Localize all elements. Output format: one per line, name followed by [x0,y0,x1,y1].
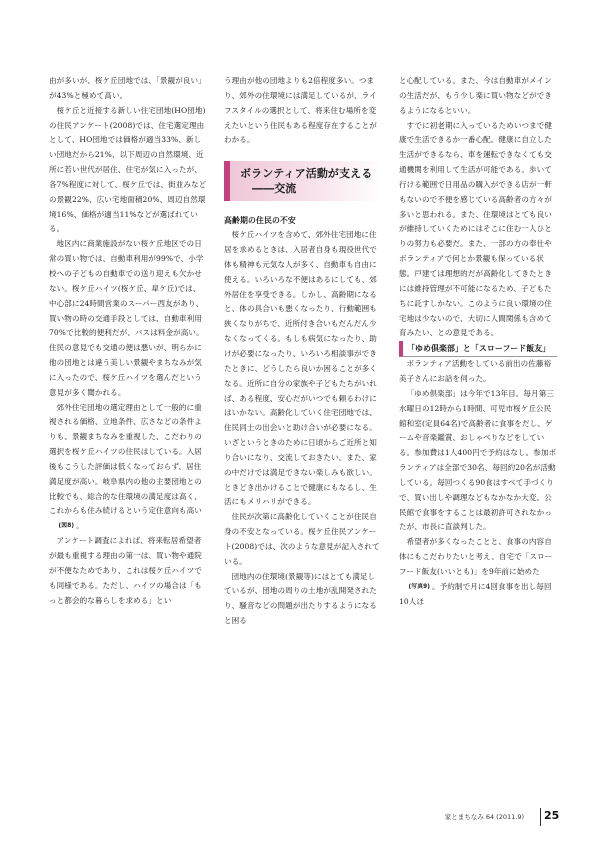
page-number: 25 [544,809,560,822]
footer-divider [540,808,541,826]
paragraph: 住民が次第に高齢化していくことが住民自身の不安となっている。桜ケ丘住民アンケート(2008)では、次のような意見が記入されている。 [224,512,380,566]
subheading: 高齢期の住民の不安 [224,216,296,226]
publication-info: 家とまちなみ 64 (2011.9) [444,813,524,821]
paragraph: ボランティア活動をしている前出の佐藤裕美子さんにお話を伺った。 [399,359,552,384]
paragraph: う理由が他の団地よりも2倍程度多い。つまり、郊外の住環境には満足しているが、ライフスタイルの選択として、将来住む場所を変えたいという住民もある程度存在することがわかる。 [224,76,377,145]
photo-reference: (写真9) [408,583,430,590]
paragraph-text: 希望者が多くなったことと、食事の内容自体にもこだわりたいと考え、自宅で「スローフード飯友(いいとも)」を9年前に始めた [399,537,553,576]
subheading: 「ゆめ倶楽部」と「スローフード飯友」 [399,341,557,357]
paragraph-text: 。予約制で月に4回食事を出し毎回10人ほ [399,581,552,606]
paragraph: 団地内の住環境(景観等)にはとても満足しているが、団地の周りの土地が乱開発されたり、騒音などの問題が出たりするようになると困る [224,571,377,626]
section-heading-line-2: ――交流 [252,182,297,196]
paragraph-text: 郊外住宅団地の選定理由として一般的に重視される価格、立地条件、広さなどの条件よりも、景観まちなみを重視した、こだわりの選択を桜ケ丘ハイツの住民はしている。入居後もこうした評価は低くなっておらず、居住満足度が高い。岐阜県内の他の主要団地との比較でも、総合的な住環境の満足度は高く、これからも住み続けるという定住意向も高い [49,402,202,516]
paragraph: 「ゆめ倶楽部」は今年で13年目。毎月第三水曜日の12時から1時間、可児市桜ケ丘公民館和室(定員64名)で高齢者に食事をだし、ゲームや音楽鑑賞、おしゃべりなどをしている。参加費は1人400円で予約はなし。参加ボランティアは全部で30名、毎回約20名が活動している。毎回つくる90食はすべて手づくりで、買い出しや調理などもなかなか大変。公民館で食事をすることは最初許可されなかったが、市長に直談判した。 [399,388,557,532]
section-heading-line-1: ボランティア活動が支える [240,167,373,181]
column-2 [224,74,382,629]
figure-reference: (図8) [58,523,75,530]
section-heading [224,161,382,201]
paragraph: 桜ケ丘ハイツを含めて、郊外住宅団地に住居を求めるときは、入居者自身も現役世代で体も精神も元気な人が多く、自動車も自由に使える。いろいろな不便はあるにしても、郊外居住を享受できる。しかし、高齢期になると、体の具合いも悪くなったり、行動範囲も狭くなりがちで、近所付き合いもだんだん少なくなってくる。もしも病気になったり、助けが必要になったり、いろいろ相談事ができたときに、どうしたら良いか困ることが多くなる。近所に自分の家族や子どもたちがいれば、ある程度、安心だがいつでも頼るわけにはいかない。高齢化していく住宅団地では、住民同士の出会いと助け合いが必要になる。いざというときのために日頃からご近所と知り合いになり、交流しておきたい。また、家の中だけでは満足できない楽しみも欲しい。ときどき出かけることで健康にもなるし、生活にもメリハリができる。 [224,230,377,507]
page-footer [420,808,560,828]
paragraph: すでに初老期に入っているためいつまで健康で生活できるか一番心配。健康に自立した生活ができるなら、車を運転できなくても交通機関を利用して生活が可能である。歩いて行ける範囲で日用品の購入ができる店が一軒もないので不便を感じている高齢者の方々が多いと思われる。また、住環境はとても良いが維持していくためにはそこに住む一人ひとりの努力も必要だ。また、一部の方の奉仕やボランティアで何とか景観も保っている状態。戸建ては理想的だが高齢化してきたときには維持管理が不可能になるため、子どもたちに託すしかない。このように良い環境の住宅地は少ないので、大切に人間関係も含めて育みたい、との意見である。 [399,120,553,338]
column-1 [49,74,207,608]
paragraph: と心配している。また、今は自動車がメインの生活だが、もう少し楽に買い物などができるようになるといい。 [399,76,552,115]
paragraph-text: 。 [76,521,84,531]
paragraph [49,401,207,535]
column-3 [399,74,557,610]
paragraph: 地区内に商業施設がない桜ケ丘地区での日常の買い物では、自動車利用が99%で、小学校への子どもの自動車での送り迎えも欠かせない。桜ケ丘ハイツ(桜ケ丘、皐ケ丘)では、中心部に24時間営業のスーパー西友があり、買い物の時の交通手段としては、自動車利用70%で比較的便利だが、バスは料金が高い。住民の意見でも交通の便は悪いが、明らかに他の団地とは違う美しい景観やまちなみが気に入ったので、桜ケ丘ハイツを選んだという意見が多く聞かれる。 [49,239,204,397]
paragraph [399,535,557,609]
paragraph: 桜ケ丘と近接する新しい住宅団地(HO団地)の住民アンケート(2008)では、住宅選定理由として、HO団地では価格が適当33%、新しい団地だから21%、以下周辺の自然環境、近所に若い世代が居住、住宅が気に入ったが、各7%程度に対して、桜ケ丘では、街並みなどの景観22%、広い宅地面積20%、周辺自然環境16%、価格が適当11%などが選ばれている。 [49,105,207,234]
paragraph: 由が多いが、桜ケ丘団地では、「景観が良い」が43%と極めて高い。 [49,76,206,100]
paragraph: アンケート調査によれば、将来転居希望者が最も重視する理由の第一は、買い物や通院が不便なためであり、これは桜ケ丘ハイツでも同様である。ただし、ハイツの場合は「もっと都会的な暮らしを求める」とい [49,536,202,605]
